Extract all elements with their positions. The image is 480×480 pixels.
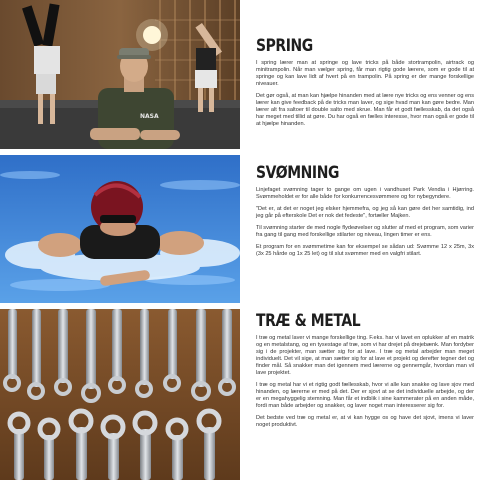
gymnastics-photo: [0, 0, 240, 149]
swimming-paragraph-2: "Det er, at det er noget jeg elsker hjemmefra, og jeg så kan gøre det her samtidig, ind jeg går på efterskole Det er nok det fedeste", fortæller Majken.: [256, 206, 474, 219]
spring-section: [256, 36, 474, 133]
spring-heading: SPRING: [256, 36, 313, 56]
spring-paragraph-2: Det gør også, at man kan hjælpe hinanden med at lære nye tricks og ens venner og ens lærer kan give feedback på de tricks man laver, og sige hvad man kan gøre bedre. Man lærer alt fra saltoer til double salto med skrue. Man får et godt fællesskab, da det også har meget med tillid at gøre. Du har også en fælles interesse, hvor man også er gode til at hjælpe hinanden.: [256, 93, 474, 127]
wood-metal-section: [256, 311, 474, 434]
swimming-paragraph-4: Et program for en svømmetime kan for eksempel se sådan ud: Svømme 12 x 25m, 3x (3x 25 hårde og 1x 25 let) og til slut svømmer med en valgfri stilart.: [256, 244, 474, 257]
wood-metal-paragraph-3: Det bedste ved træ og metal er, at vi kan hygge os og have det sjovt, imens vi laver noget produktivt.: [256, 415, 474, 428]
shirt-logo-text: NASA: [140, 113, 159, 120]
wood-metal-paragraph-2: I træ og metal har vi et rigtig godt fællesskab, hvor vi alle kan snakke og lave sjov med hinanden, og lærerne er med på det. Der er sjovt at se det individuelle arbejde, og der er en megahyggelig stemning. Man får et indblik i sine kammerater på en anden måde, fordi man både arbejder og snakker, og laver noget man interesserer sig for.: [256, 382, 474, 409]
swimming-photo: [0, 155, 240, 303]
spring-paragraph-1: I spring lærer man at springe og lave tricks på både stortrampolin, airtrack og minitrampolin. Når man vælger spring, får man rigtig gode lærere, som er gode til at springe og kan lave lidt af hvert på en trampolin. På spring er der mange forskellige niveauer.: [256, 60, 474, 87]
swimming-paragraph-1: Linjefaget svømning tager to gange om ugen i vandhuset Park Vendia i Hjørring. Svømmeholdet er for alle både for konkurrencesvømmere og for nybegyndere.: [256, 187, 474, 200]
wood-metal-heading: TRÆ & METAL: [256, 311, 361, 331]
swimming-paragraph-3: Til svømning starter de med nogle flydeøvelser og slutter af med et program, som varier fra gang til gang med forskellige stilarter og niveau, lingen timer er ens.: [256, 225, 474, 238]
wrenches-photo: [0, 309, 240, 480]
wood-metal-paragraph-1: I træ og metal laver vi mange forskellige ting. F.eks. har vi lavet en oplukker af en matrik og en metalstang, og en tysestage af træ, som vi har drejet på drejebænk. Man fordyber sig i de projekter, man sætter sig for at lave. I træ og metal arbejder man meget individuelt. Det vil sige, at man sætter sig for at lave et projekt og derefter tegner det og finder mål. Så snakker man det igennem med lærerne og gennemgår, hvordan man vil lave projektet.: [256, 335, 474, 376]
swimming-heading: SVØMNING: [256, 163, 339, 183]
swimming-section: [256, 163, 474, 263]
